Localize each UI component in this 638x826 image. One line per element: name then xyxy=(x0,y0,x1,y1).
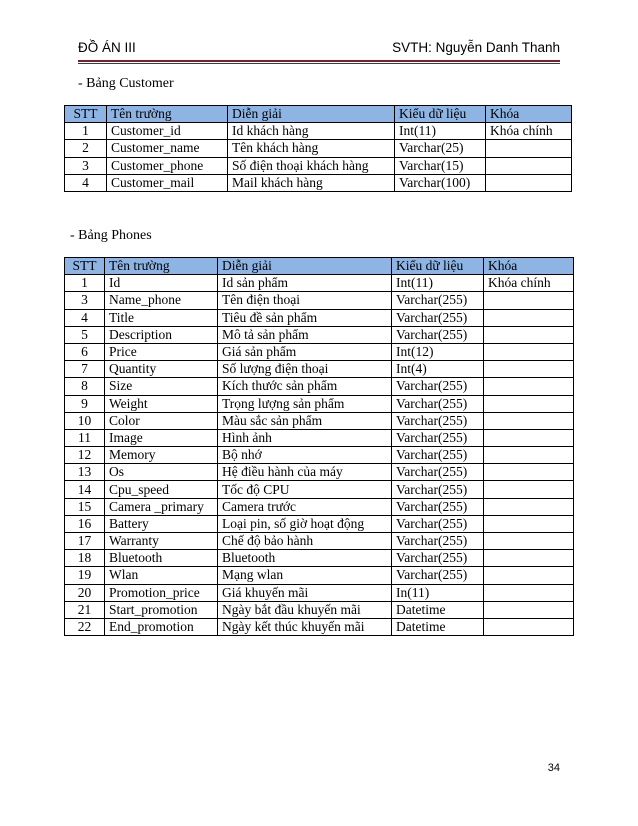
table-cell: 21 xyxy=(65,601,105,618)
table-cell: 4 xyxy=(65,174,107,191)
table-cell: Kích thước sản phẩm xyxy=(218,378,392,395)
table-cell: Description xyxy=(105,326,218,343)
table-cell: Ngày kết thúc khuyến mãi xyxy=(218,618,392,635)
phones-table-caption: - Bảng Phones xyxy=(70,228,152,243)
table-cell: Số điện thoại khách hàng xyxy=(228,157,395,174)
table-cell: 17 xyxy=(65,533,105,550)
table-cell: Giá khuyến mãi xyxy=(218,584,392,601)
table-cell: Title xyxy=(105,309,218,326)
table-cell: Varchar(255) xyxy=(392,464,484,481)
table-cell xyxy=(484,361,574,378)
table-cell: Int(4) xyxy=(392,361,484,378)
table-cell xyxy=(484,326,574,343)
table-cell: 9 xyxy=(65,395,105,412)
table-cell: Bluetooth xyxy=(218,550,392,567)
table-row xyxy=(65,447,574,464)
table-cell: Varchar(255) xyxy=(392,550,484,567)
table-row xyxy=(65,292,574,309)
table-cell: 8 xyxy=(65,378,105,395)
table-cell: Int(11) xyxy=(392,275,484,292)
table-row xyxy=(65,157,572,174)
header-title: ĐỒ ÁN III xyxy=(78,40,136,55)
column-header: Tên trường xyxy=(107,106,228,123)
table-cell: Camera trước xyxy=(218,498,392,515)
table-cell: Hệ điều hành của máy xyxy=(218,464,392,481)
table-cell: Int(11) xyxy=(395,123,486,140)
table-row xyxy=(65,584,574,601)
table-row xyxy=(65,429,574,446)
table-cell xyxy=(484,481,574,498)
table-cell: Varchar(255) xyxy=(392,447,484,464)
table-cell: 3 xyxy=(65,292,105,309)
table-cell xyxy=(484,498,574,515)
table-row xyxy=(65,140,572,157)
column-header: Tên trường xyxy=(105,258,218,275)
column-header: STT xyxy=(65,106,107,123)
table-cell: Varchar(255) xyxy=(392,481,484,498)
table-cell: Weight xyxy=(105,395,218,412)
table-cell: Quantity xyxy=(105,361,218,378)
table-cell: 13 xyxy=(65,464,105,481)
table-cell: Bộ nhớ xyxy=(218,447,392,464)
table-cell: 11 xyxy=(65,429,105,446)
table-cell: Hình ảnh xyxy=(218,429,392,446)
page-header xyxy=(78,38,560,60)
table-cell: 3 xyxy=(65,157,107,174)
table-cell: Varchar(255) xyxy=(392,567,484,584)
table-cell: 20 xyxy=(65,584,105,601)
table-cell: Varchar(255) xyxy=(392,412,484,429)
table-cell xyxy=(486,174,572,191)
table-cell: Giá sản phẩm xyxy=(218,343,392,360)
header-author: SVTH: Nguyễn Danh Thanh xyxy=(392,40,560,55)
table-cell: Số lượng điện thoại xyxy=(218,361,392,378)
table-row xyxy=(65,515,574,532)
table-cell: Color xyxy=(105,412,218,429)
table-cell: 6 xyxy=(65,343,105,360)
table-cell: Mail khách hàng xyxy=(228,174,395,191)
table-cell: Int(12) xyxy=(392,343,484,360)
column-header: Diễn giải xyxy=(228,106,395,123)
table-cell: Customer_id xyxy=(107,123,228,140)
table-cell: In(11) xyxy=(392,584,484,601)
table-cell: Name_phone xyxy=(105,292,218,309)
table-cell: Varchar(255) xyxy=(392,326,484,343)
table-row xyxy=(65,378,574,395)
table-row xyxy=(65,550,574,567)
table-cell: Khóa chính xyxy=(486,123,572,140)
table-cell: Id xyxy=(105,275,218,292)
column-header: Khóa xyxy=(486,106,572,123)
table-cell: Tốc độ CPU xyxy=(218,481,392,498)
table-cell xyxy=(484,550,574,567)
table-cell: Loại pin, số giờ hoạt động xyxy=(218,515,392,532)
table-cell: 7 xyxy=(65,361,105,378)
table-cell: Tiêu đề sản phẩm xyxy=(218,309,392,326)
table-cell xyxy=(486,140,572,157)
table-cell: Battery xyxy=(105,515,218,532)
table-cell: 5 xyxy=(65,326,105,343)
table-cell: Tên điện thoại xyxy=(218,292,392,309)
table-cell: Varchar(100) xyxy=(395,174,486,191)
table-row xyxy=(65,412,574,429)
header-rule-thin xyxy=(78,63,560,64)
table-cell: Start_promotion xyxy=(105,601,218,618)
table-cell: Camera _primary xyxy=(105,498,218,515)
customer-table-caption: - Bảng Customer xyxy=(78,76,174,91)
table-cell: Varchar(15) xyxy=(395,157,486,174)
table-row xyxy=(65,533,574,550)
table-cell xyxy=(484,601,574,618)
table-cell: 19 xyxy=(65,567,105,584)
table-cell xyxy=(484,412,574,429)
page-number: 34 xyxy=(547,762,560,774)
table-cell: Datetime xyxy=(392,601,484,618)
table-cell: 12 xyxy=(65,447,105,464)
column-header: Kiểu dữ liệu xyxy=(395,106,486,123)
table-cell: Customer_name xyxy=(107,140,228,157)
column-header: STT xyxy=(65,258,105,275)
table-cell: 14 xyxy=(65,481,105,498)
table-cell: 18 xyxy=(65,550,105,567)
table-row xyxy=(65,361,574,378)
column-header: Diễn giải xyxy=(218,258,392,275)
table-cell: Image xyxy=(105,429,218,446)
table-cell xyxy=(484,395,574,412)
table-row xyxy=(65,395,574,412)
table-row xyxy=(65,601,574,618)
table-row xyxy=(65,275,574,292)
column-header: Kiểu dữ liệu xyxy=(392,258,484,275)
table-cell: Varchar(25) xyxy=(395,140,486,157)
table-cell: End_promotion xyxy=(105,618,218,635)
table-row xyxy=(65,123,572,140)
table-cell xyxy=(484,515,574,532)
table-cell: Promotion_price xyxy=(105,584,218,601)
table-cell xyxy=(484,618,574,635)
table-row xyxy=(65,343,574,360)
table-cell: 4 xyxy=(65,309,105,326)
table-row xyxy=(65,498,574,515)
customer-table xyxy=(64,105,572,192)
table-cell: Datetime xyxy=(392,618,484,635)
table-row xyxy=(65,309,574,326)
phones-table-header xyxy=(65,258,574,275)
table-cell: Mô tả sản phẩm xyxy=(218,326,392,343)
table-row xyxy=(65,618,574,635)
phones-table xyxy=(64,257,574,636)
table-row xyxy=(65,481,574,498)
table-cell xyxy=(484,309,574,326)
table-row xyxy=(65,567,574,584)
table-row xyxy=(65,464,574,481)
table-cell: 15 xyxy=(65,498,105,515)
table-cell: Id khách hàng xyxy=(228,123,395,140)
table-cell: Price xyxy=(105,343,218,360)
table-cell: Customer_phone xyxy=(107,157,228,174)
table-cell: Khóa chính xyxy=(484,275,574,292)
table-cell: 2 xyxy=(65,140,107,157)
table-cell: Trọng lượng sản phẩm xyxy=(218,395,392,412)
column-header: Khóa xyxy=(484,258,574,275)
table-cell: 22 xyxy=(65,618,105,635)
table-cell: Wlan xyxy=(105,567,218,584)
table-cell: Màu sắc sản phẩm xyxy=(218,412,392,429)
table-cell: Tên khách hàng xyxy=(228,140,395,157)
header-rule xyxy=(78,60,560,62)
table-cell: Warranty xyxy=(105,533,218,550)
table-cell xyxy=(484,464,574,481)
table-cell: Varchar(255) xyxy=(392,292,484,309)
table-cell: Varchar(255) xyxy=(392,515,484,532)
table-cell xyxy=(484,533,574,550)
table-cell xyxy=(484,378,574,395)
table-cell: Chế độ bảo hành xyxy=(218,533,392,550)
table-cell: Varchar(255) xyxy=(392,309,484,326)
table-cell xyxy=(484,292,574,309)
customer-table-header xyxy=(65,106,572,123)
table-cell: Varchar(255) xyxy=(392,395,484,412)
table-cell xyxy=(484,567,574,584)
table-cell: Id sản phẩm xyxy=(218,275,392,292)
table-cell xyxy=(484,343,574,360)
table-cell: Size xyxy=(105,378,218,395)
table-row xyxy=(65,326,574,343)
table-cell: Varchar(255) xyxy=(392,498,484,515)
table-cell: Bluetooth xyxy=(105,550,218,567)
table-cell xyxy=(486,157,572,174)
table-cell: Varchar(255) xyxy=(392,429,484,446)
table-cell: Mạng wlan xyxy=(218,567,392,584)
table-cell xyxy=(484,584,574,601)
table-cell: 1 xyxy=(65,123,107,140)
table-cell: Varchar(255) xyxy=(392,533,484,550)
table-cell: 16 xyxy=(65,515,105,532)
table-cell: 10 xyxy=(65,412,105,429)
table-cell: Memory xyxy=(105,447,218,464)
table-cell: Varchar(255) xyxy=(392,378,484,395)
table-row xyxy=(65,174,572,191)
table-cell: Os xyxy=(105,464,218,481)
table-cell xyxy=(484,429,574,446)
table-cell: Ngày bắt đầu khuyến mãi xyxy=(218,601,392,618)
table-cell xyxy=(484,447,574,464)
table-cell: Customer_mail xyxy=(107,174,228,191)
table-cell: 1 xyxy=(65,275,105,292)
table-cell: Cpu_speed xyxy=(105,481,218,498)
